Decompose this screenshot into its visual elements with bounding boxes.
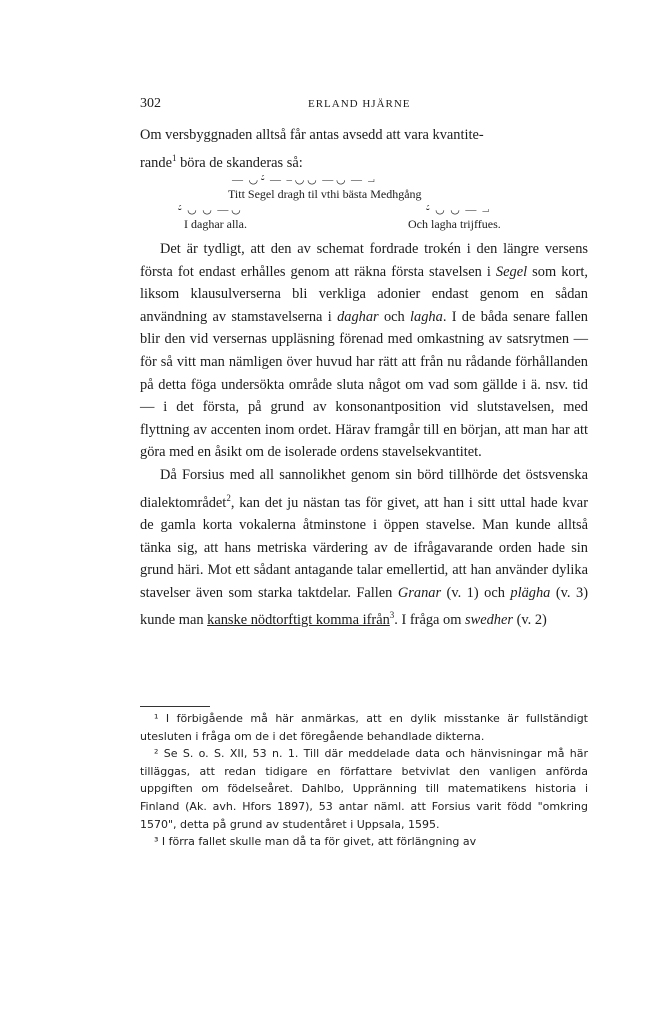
text-run: (v. 3) kunde man (140, 584, 588, 629)
footnotes (140, 710, 588, 851)
footnote-rule (140, 706, 210, 707)
meter-line-1: — ◡ ⏑́ — ‒ ◡ ◡ — ◡ — ⏗ (232, 174, 375, 186)
running-title: ERLAND HJÄRNE (308, 98, 411, 110)
text-run: (v. 2) (512, 612, 547, 629)
body-text (140, 238, 588, 632)
footnote-ref: 2 (226, 492, 231, 503)
intro-line-2: rande$^1$ böra de skanderas så: (140, 152, 303, 171)
text-run: . I de båda senare fallen blir den vid versernas uppläsning förenad med omkastning av satsrytmen — för så vitt man nämligen över huvud har rätt att från nu rådande förhållanden på detta föga undersökta område sluta något om vad som gällde i ä. nsv. tid — i det första, på grund av konsonantposition vid slutstavelsen, med flyttning av accenten inom ordet. Härav framgår till en början, att man har att göra med en åsikt om de isolerade ordens stavelsekvantitet. (140, 308, 588, 461)
text-run: (v. 1) och (441, 584, 511, 601)
text-run: Det är tydligt, att den av schemat fordrade trokén i den längre versens första fot endast erhålles genom att räkna första stavelsen i (140, 241, 588, 280)
italic-term: swedher (465, 612, 513, 629)
text-run: som kort, liksom klausulverserna bli verkliga adonier endast genom en sådan användning av stamstavelserna i (140, 263, 588, 325)
paragraph-2 (140, 464, 588, 632)
footnote-3: ³ I förra fallet skulle man då ta för givet, att förlängning av (154, 835, 477, 849)
underlined-text: kanske nödtorftigt komma ifrån (207, 612, 390, 629)
verse-line-2a: I daghar alla. (184, 217, 247, 231)
text-run: . I fråga om (394, 612, 466, 629)
footnote-2: ² Se S. o. S. XII, 53 n. 1. Till där meddelade data och hänvisningar må här tilläggas, att redan tidigare en författare betvivlat den vanligen anförda uppgiften om födelseåret. Dahlbo, Uppränning till matematikens historia i Finland (Ak. avh. Hfors 1897), 53 antar näml. att Forsius varit född "omkring 1570", detta på grund av studentåret i Uppsala, 1595. (140, 747, 588, 831)
verse-line-2b: Och lagha trijffues. (408, 217, 501, 231)
footnote-ref-1: 1 (171, 152, 177, 163)
intro-line-1: Om versbyggnaden alltså får antas avsedd att vara kvantite- (140, 127, 484, 143)
text-run: , kan det ju nästan tas för givet, att han i sitt uttal hade kvar de gamla korta vokalerna åtminstone i öppen stavelse. Man kunde alltså tänka sig, att hans metriska värdering av de ifrågavarande orden hade sin grund häri. Mot ett sådant antagande talar emellertid, att han använder dylika stavelser även som starka taktdelar. Fallen (140, 494, 588, 601)
meter-line-2b: ⏑́ ◡ ◡ — ⏗ (426, 204, 490, 216)
text-run: Då Forsius med all sannolikhet genom sin börd tillhörde det östsvenska dialektområdet (140, 466, 588, 511)
italic-term: Segel (495, 263, 528, 280)
page-number: 302 (140, 96, 161, 111)
italic-term: Granar (397, 584, 442, 601)
text-run: och (378, 308, 411, 325)
italic-term: lagha (410, 308, 443, 325)
verse-line-1: Titt Segel dragh til vthi bästa Medhgång (228, 187, 422, 201)
paragraph-1 (140, 238, 588, 464)
footnote-ref: 3 (389, 610, 395, 621)
meter-line-2a: ⏑́ ◡ ◡ — ◡ (178, 204, 241, 216)
italic-term: daghar (337, 308, 379, 325)
italic-term: plägha (510, 584, 551, 601)
intro-paragraph (140, 124, 588, 174)
footnote-1: ¹ I förbigående må här anmärkas, att en dylik misstanke är fullständigt utesluten i fråga om de i det föregående behandlade dikterna. (140, 712, 588, 743)
